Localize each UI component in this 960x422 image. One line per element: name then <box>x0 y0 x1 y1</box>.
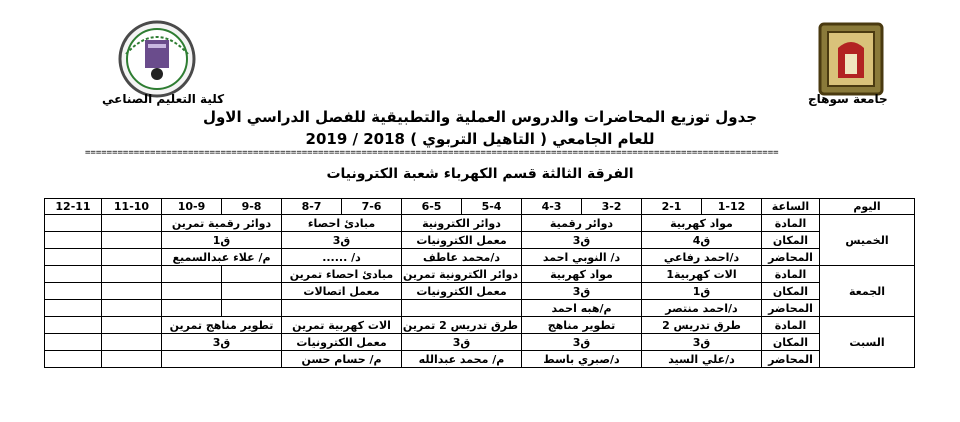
subject-cell: الات كهربية تمرين <box>282 317 402 334</box>
subject-cell: دوائر الكترونية <box>402 215 522 232</box>
table-row <box>45 266 915 283</box>
day-cell: السبت <box>820 317 915 368</box>
empty-cell <box>45 215 102 232</box>
empty-cell <box>102 317 162 334</box>
empty-cell <box>45 232 102 249</box>
subject-cell: مواد كهربية <box>522 266 642 283</box>
empty-cell <box>402 300 522 317</box>
empty-cell <box>45 266 102 283</box>
university-name: جامعة سوهاج <box>808 92 888 106</box>
empty-cell <box>45 317 102 334</box>
time-slot: 3-2 <box>582 199 642 215</box>
row-label: المحاضر <box>762 351 820 368</box>
place-cell: ق1 <box>162 232 282 249</box>
table-row <box>45 283 915 300</box>
time-slot: 12-11 <box>45 199 102 215</box>
faculty-name: كلية التعليم الصناعي <box>102 92 225 106</box>
time-slot: 2-1 <box>642 199 702 215</box>
table-row <box>45 232 915 249</box>
empty-cell <box>102 215 162 232</box>
lecturer-cell: د/علي السيد <box>642 351 762 368</box>
table-row <box>45 249 915 266</box>
faculty-logo <box>118 18 196 100</box>
empty-cell <box>102 283 162 300</box>
place-cell: ق1 <box>642 283 762 300</box>
time-slot: 9-8 <box>222 199 282 215</box>
table-row <box>45 334 915 351</box>
academic-year: للعام الجامعي ( التاهيل التربوي ) 2018 / 2019 <box>305 130 655 148</box>
place-cell: ق3 <box>522 334 642 351</box>
empty-cell <box>102 300 162 317</box>
empty-cell <box>222 266 282 283</box>
lecturer-cell: م/ محمد عبدالله <box>402 351 522 368</box>
time-slot: 8-7 <box>282 199 342 215</box>
page-title: جدول توزيع المحاضرات والدروس العملية والتطبيقية للفصل الدراسي الاول <box>202 108 758 126</box>
row-label: المكان <box>762 283 820 300</box>
time-slot: 10-9 <box>162 199 222 215</box>
lecturer-cell: د/احمد رفاعي <box>642 249 762 266</box>
place-cell: ق3 <box>522 283 642 300</box>
place-cell: ق3 <box>402 334 522 351</box>
place-cell: معمل الكترونيات <box>402 283 522 300</box>
empty-cell <box>102 249 162 266</box>
subject-cell: دوائر الكترونية تمرين <box>402 266 522 283</box>
lecturer-cell: د/ النوبي احمد <box>522 249 642 266</box>
section-subtitle: الفرقة الثالثة قسم الكهرباء شعبة الكترونيات <box>326 166 634 182</box>
subject-cell: الات كهربية1 <box>642 266 762 283</box>
header-row <box>45 199 915 215</box>
row-label: المادة <box>762 215 820 232</box>
subject-cell: تطوير مناهج تمرين <box>162 317 282 334</box>
table-row <box>45 215 915 232</box>
time-slot: 4-3 <box>522 199 582 215</box>
time-slot: 5-4 <box>462 199 522 215</box>
subject-cell: مبادئ احصاء <box>282 215 402 232</box>
row-label: المحاضر <box>762 249 820 266</box>
empty-cell <box>45 334 102 351</box>
day-header: اليوم <box>820 199 915 215</box>
lecturer-cell: د/صبري باسط <box>522 351 642 368</box>
lecturer-cell: م/ علاء عبدالسميع <box>162 249 282 266</box>
place-cell: ق3 <box>642 334 762 351</box>
empty-cell <box>102 232 162 249</box>
subject-cell: دوائر رقمية <box>522 215 642 232</box>
subject-cell: مبادئ احصاء تمرين <box>282 266 402 283</box>
subject-cell: طرق تدريس 2 <box>642 317 762 334</box>
empty-cell <box>102 334 162 351</box>
place-cell: معمل الكترونيات <box>282 334 402 351</box>
empty-cell <box>162 300 222 317</box>
empty-cell <box>282 300 402 317</box>
empty-cell <box>45 249 102 266</box>
empty-cell <box>45 351 102 368</box>
row-label: المادة <box>762 317 820 334</box>
schedule-table <box>44 198 915 368</box>
empty-cell <box>45 300 102 317</box>
day-cell: الجمعة <box>820 266 915 317</box>
lecturer-cell: د/محمد عاطف <box>402 249 522 266</box>
hour-header: الساعة <box>762 199 820 215</box>
subject-cell: تطوير مناهج <box>522 317 642 334</box>
lecturer-cell: م/ حسام حسن <box>282 351 402 368</box>
time-slot: 1-12 <box>702 199 762 215</box>
empty-cell <box>162 266 222 283</box>
place-cell: ق3 <box>522 232 642 249</box>
time-slot: 7-6 <box>342 199 402 215</box>
time-slot: 11-10 <box>102 199 162 215</box>
row-label: المحاضر <box>762 300 820 317</box>
divider-line: ================================================================================================================================ <box>85 148 779 158</box>
empty-cell <box>162 351 282 368</box>
lecturer-cell: م/هبه احمد <box>522 300 642 317</box>
lecturer-cell: د/احمد منتصر <box>642 300 762 317</box>
empty-cell <box>162 283 222 300</box>
empty-cell <box>102 266 162 283</box>
row-label: المكان <box>762 334 820 351</box>
row-label: المادة <box>762 266 820 283</box>
place-cell: ق4 <box>642 232 762 249</box>
place-cell: معمل الكترونيات <box>402 232 522 249</box>
table-row <box>45 351 915 368</box>
empty-cell <box>102 351 162 368</box>
day-cell: الخميس <box>820 215 915 266</box>
place-cell: ق3 <box>162 334 282 351</box>
place-cell: معمل اتصالات <box>282 283 402 300</box>
empty-cell <box>45 283 102 300</box>
university-logo <box>812 18 890 100</box>
lecturer-cell: د/ ...... <box>282 249 402 266</box>
empty-cell <box>222 283 282 300</box>
subject-cell: مواد كهربية <box>642 215 762 232</box>
table-row <box>45 317 915 334</box>
empty-cell <box>222 300 282 317</box>
row-label: المكان <box>762 232 820 249</box>
place-cell: ق3 <box>282 232 402 249</box>
table-row <box>45 300 915 317</box>
subject-cell: طرق تدريس 2 تمرين <box>402 317 522 334</box>
time-slot: 6-5 <box>402 199 462 215</box>
subject-cell: دوائر رقمية تمرين <box>162 215 282 232</box>
